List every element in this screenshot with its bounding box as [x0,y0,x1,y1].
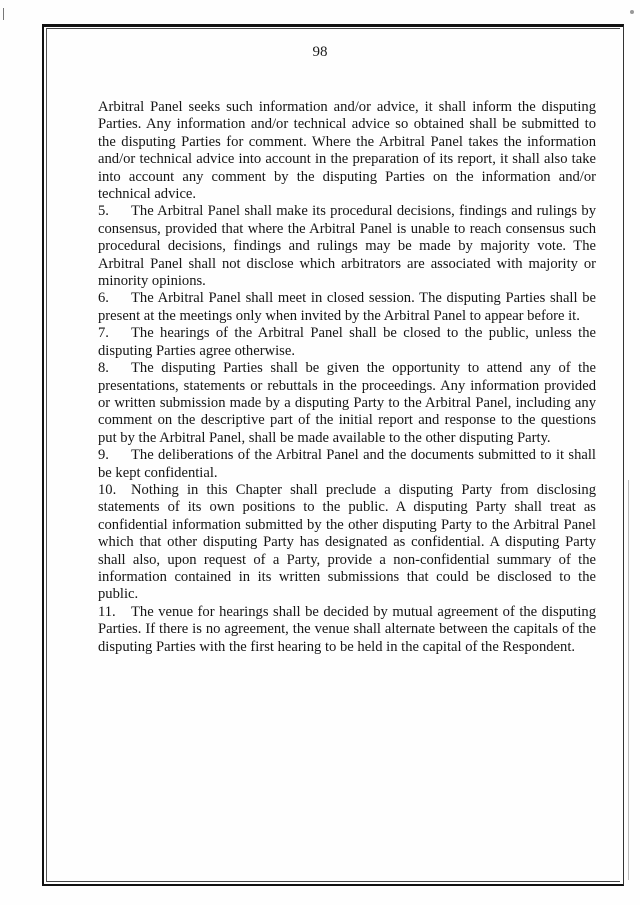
scan-artifact [630,10,634,14]
paragraph-number: 7. [98,325,109,342]
paragraph [98,482,596,604]
page-number: 98 [312,44,328,60]
paragraph-text: Arbitral Panel seeks such information and/or advice, it shall inform the disputing Parties. Any information and/or technical advice so obtained shall be submitted to the disputing Parties for comment. Where the Arbitral Panel takes the information and/or technical advice into account in the preparation of its report, it shall also take into account any comment by the disputing Parties on the information and/or technical advice. [98,99,596,203]
paragraph-text: The Arbitral Panel shall meet in closed session. The disputing Parties shall be present at the meetings only when invited by the Arbitral Panel to appear before it. [98,290,596,324]
paragraph [98,290,596,325]
paragraph [98,99,596,203]
paragraph-number: 5. [98,203,109,220]
paragraph-text: The disputing Parties shall be given the opportunity to attend any of the presentations, statements or rebuttals in the proceedings. Any information provided or written submission made by a disputing Party to the Arbitral Panel, including any comment on the descriptive part of the initial report and response to the questions put by the Arbitral Panel, shall be made available to the other disputing Party. [98,360,596,446]
paragraph [98,360,596,447]
paragraph-number: 10. [98,481,117,498]
paragraph-number: 6. [98,290,109,307]
paragraph [98,325,596,360]
paragraph-text: The venue for hearings shall be decided by mutual agreement of the disputing Parties. If there is no agreement, the venue shall alternate between the capitals of the disputing Parties with the first hearing to be held in the capital of the Respondent. [98,603,596,655]
paragraph-text: The deliberations of the Arbitral Panel and the documents submitted to it shall be kept confidential. [98,447,596,481]
paragraph-number: 9. [98,447,109,464]
scan-artifact [3,8,4,20]
paragraph [98,447,596,482]
paragraph-number: 8. [98,360,109,377]
scan-artifact [628,480,629,880]
paragraph [98,203,596,290]
paragraph-number: 11. [98,603,116,620]
body-text [98,99,596,656]
paragraph-text: Nothing in this Chapter shall preclude a disputing Party from disclosing statements of its own positions to the public. A disputing Party shall treat as confidential information submitted by the other disputing Party to the Arbitral Panel which that other disputing Party has designated as confidential. A disputing Party shall also, upon request of a Party, provide a non-confidential summary of the information contained in its written submissions that could be disclosed to the public. [98,481,596,603]
paragraph-text: The Arbitral Panel shall make its procedural decisions, findings and rulings by consensus, provided that where the Arbitral Panel is unable to reach consensus such procedural decisions, findings and rulings may be made by majority vote. The Arbitral Panel shall not disclose which arbitrators are associated with majority or minority opinions. [98,203,596,290]
paragraph [98,604,596,656]
paragraph-text: The hearings of the Arbitral Panel shall be closed to the public, unless the disputing Parties agree otherwise. [98,325,596,359]
